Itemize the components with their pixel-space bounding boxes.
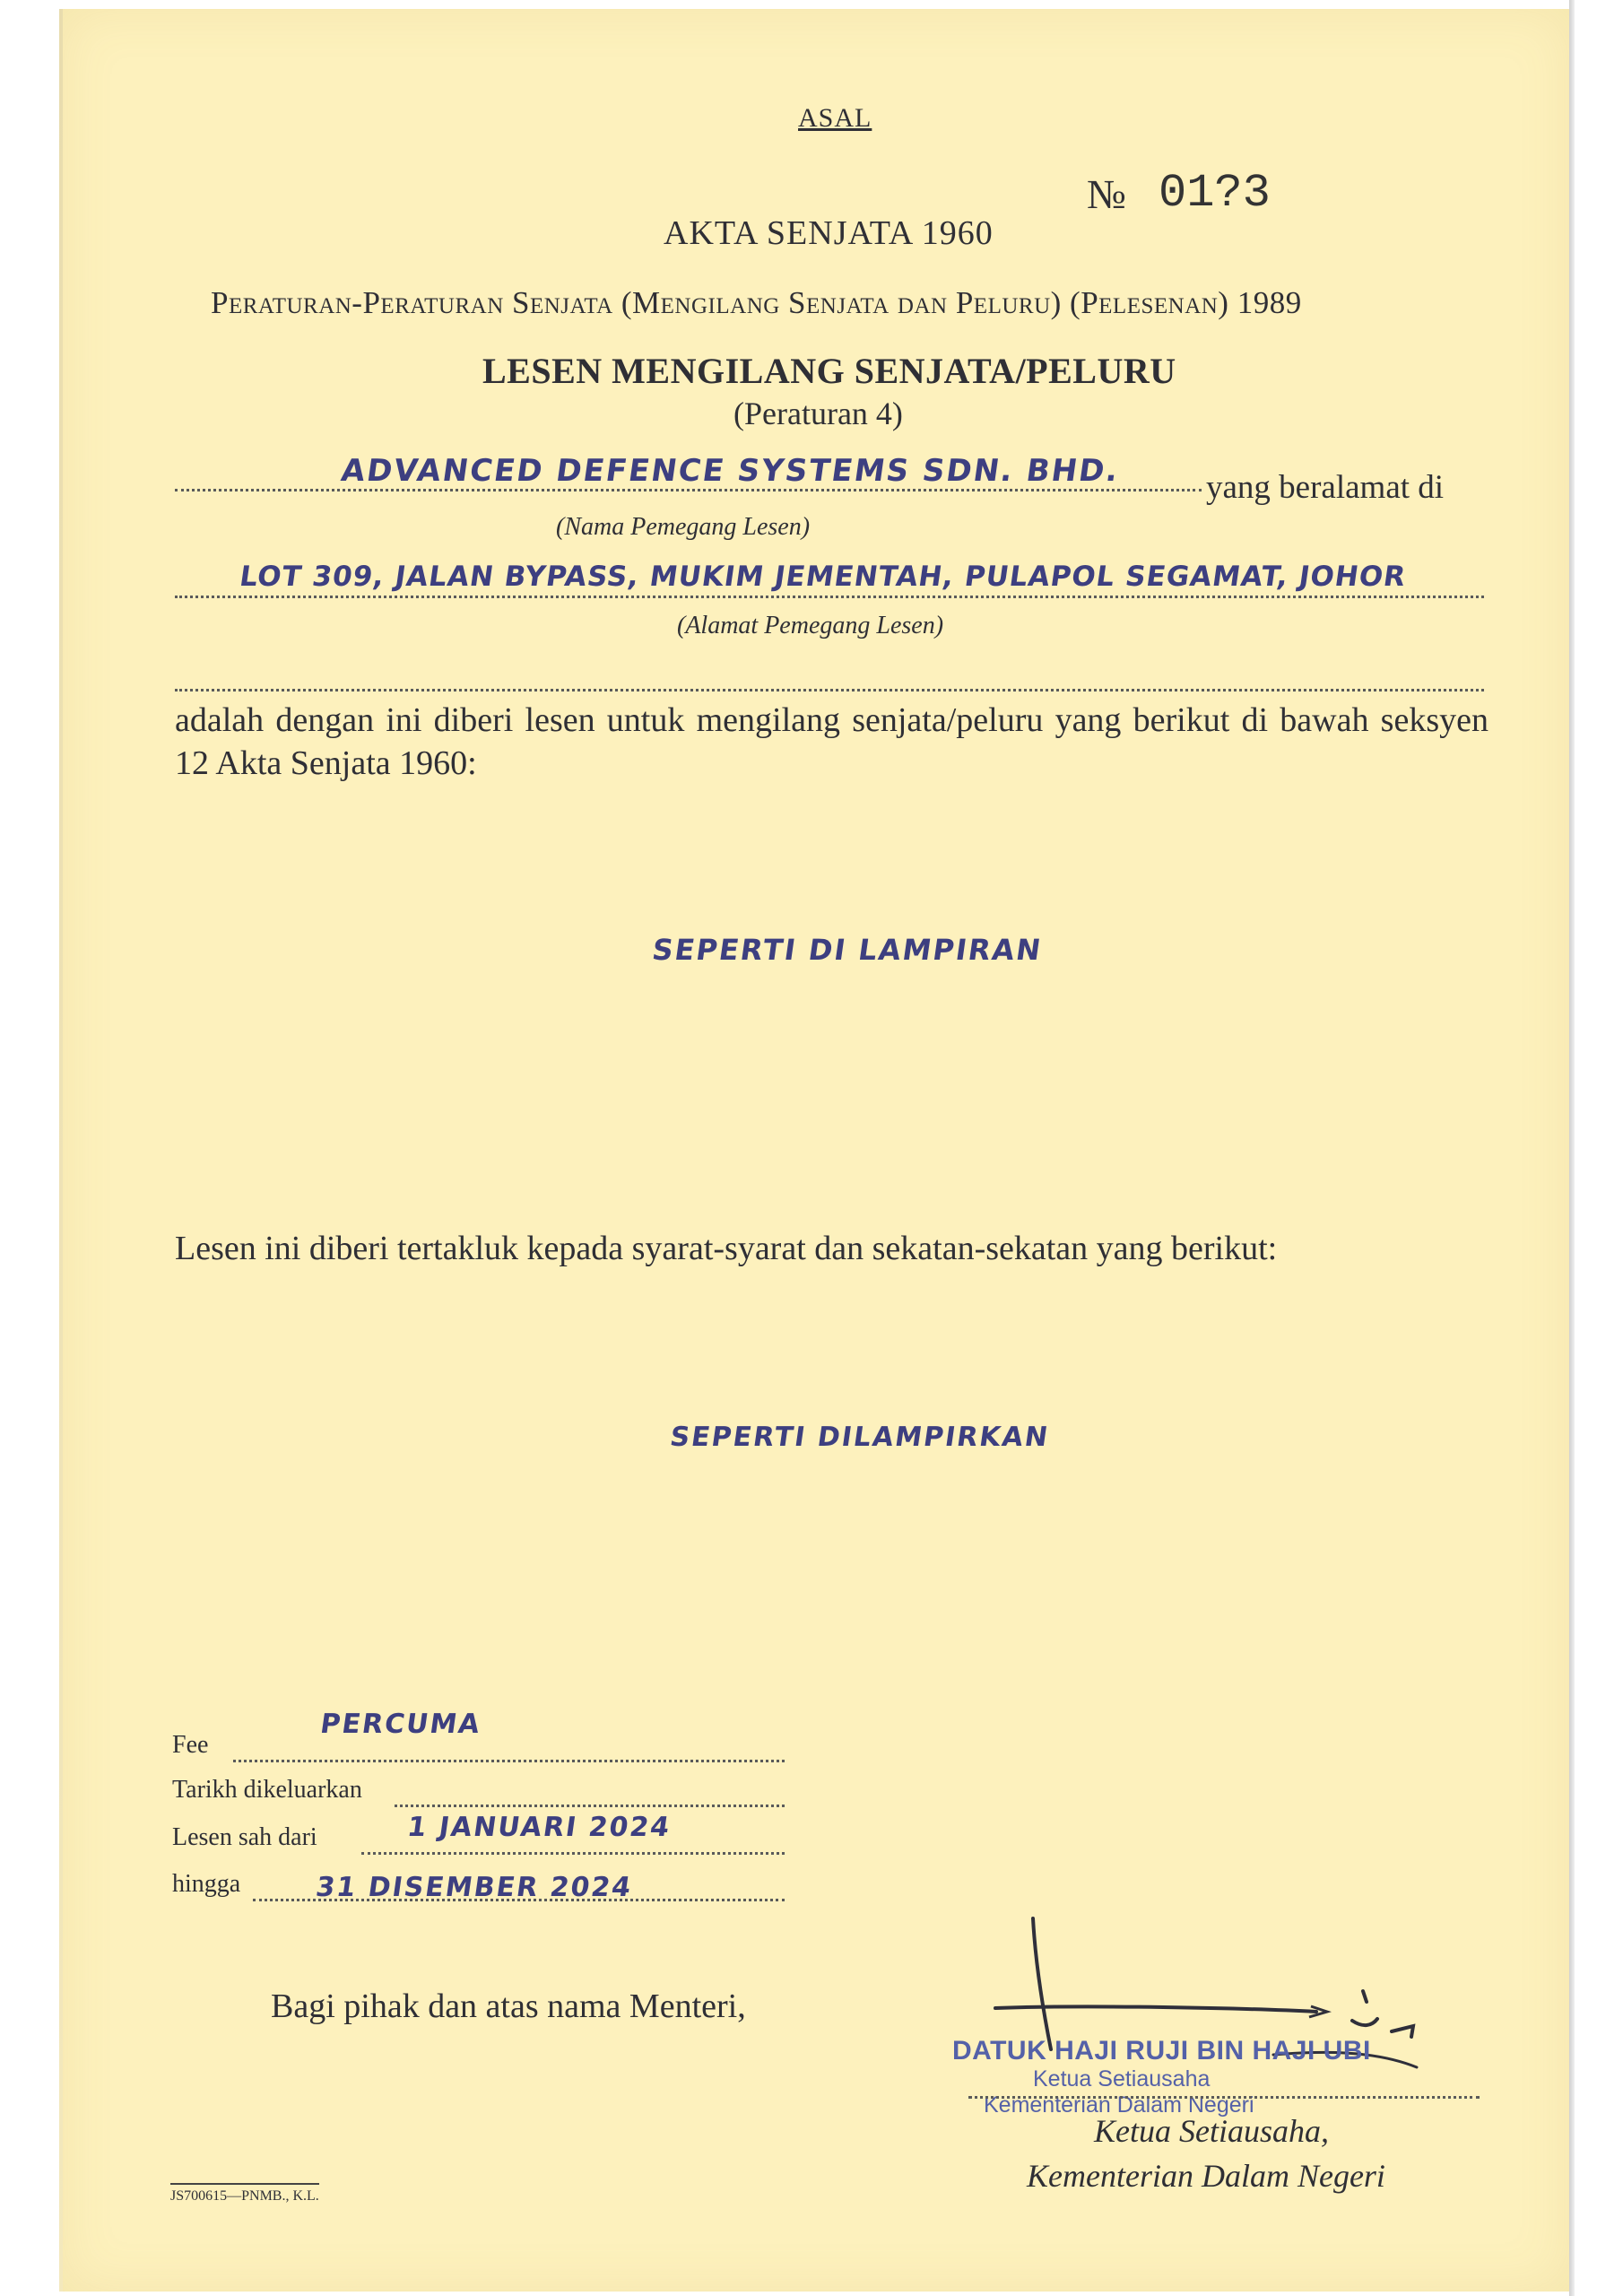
valid-from-value: 1 JANUARI 2024 bbox=[405, 1812, 673, 1843]
conditions-paragraph: Lesen ini diberi tertakluk kepada syarat-syarat dan sekatan-sekatan yang berikut: bbox=[175, 1230, 1278, 1267]
fee-label: Fee bbox=[172, 1731, 209, 1759]
number-label: № bbox=[1087, 171, 1126, 217]
page-edge-right bbox=[1569, 0, 1575, 2296]
fee-value: PERCUMA bbox=[318, 1709, 483, 1740]
page-edge-left bbox=[59, 9, 63, 2292]
date-issued-line bbox=[395, 1805, 785, 1807]
valid-from-line bbox=[361, 1852, 785, 1855]
valid-until-label: hingga bbox=[172, 1870, 241, 1898]
date-issued-label: Tarikh dikeluarkan bbox=[172, 1776, 362, 1804]
serial-number: 01?3 bbox=[1159, 167, 1271, 220]
fee-line bbox=[233, 1760, 785, 1762]
conditions-handwritten: SEPERTI DILAMPIRKAN bbox=[668, 1422, 1052, 1453]
holder-name-caption: (Nama Pemegang Lesen) bbox=[556, 513, 811, 541]
items-handwritten: SEPERTI DI LAMPIRAN bbox=[650, 933, 1045, 967]
act-title: AKTA SENJATA 1960 bbox=[664, 214, 994, 252]
valid-from-label: Lesen sah dari bbox=[172, 1823, 317, 1851]
valid-until-value: 31 DISEMBER 2024 bbox=[314, 1872, 635, 1903]
holder-address-handwritten: LOT 309, JALAN BYPASS, MUKIM JEMENTAH, PULAPOL SEGAMAT, JOHOR bbox=[238, 561, 1409, 593]
blank-dotted-line bbox=[175, 689, 1484, 691]
copy-label-asal: ASAL bbox=[798, 103, 872, 133]
holder-name-line bbox=[175, 489, 1202, 491]
stamp-ministry: Kementerian Dalam Negeri bbox=[984, 2092, 1254, 2118]
on-behalf-text: Bagi pihak dan atas nama Menteri, bbox=[271, 1987, 746, 2025]
signature-line bbox=[968, 2096, 1480, 2099]
official-stamp bbox=[952, 2036, 1371, 2118]
regulation-reference: (Peraturan 4) bbox=[733, 396, 903, 431]
address-line bbox=[175, 596, 1484, 598]
signatory-ministry: Kementerian Dalam Negeri bbox=[1027, 2158, 1385, 2194]
stamp-officer-name: DATUK HAJI RUJI BIN HAJI UBI bbox=[952, 2036, 1371, 2066]
form-code: JS700615—PNMB., K.L. bbox=[170, 2183, 319, 2205]
holder-address-caption: (Alamat Pemegang Lesen) bbox=[677, 612, 944, 639]
stamp-officer-title: Ketua Setiausaha bbox=[1033, 2066, 1211, 2092]
licence-title: LESEN MENGILANG SENJATA/PELURU bbox=[482, 351, 1176, 391]
yang-beralamat-text: yang beralamat di bbox=[1206, 469, 1445, 506]
signatory-title: Ketua Setiausaha, bbox=[1094, 2113, 1329, 2149]
scan-margin-right bbox=[1569, 0, 1623, 2296]
holder-name-handwritten: ADVANCED DEFENCE SYSTEMS SDN. BHD. bbox=[339, 453, 1123, 489]
grant-paragraph: adalah dengan ini diberi lesen untuk mengilang senjata/peluru yang berikut di bawah seksyen 12 Akta Senjata 1960: bbox=[175, 701, 1488, 782]
regulations-title: Peraturan-Peraturan Senjata (Mengilang Senjata dan Peluru) (Pelesenan) 1989 bbox=[211, 285, 1302, 320]
